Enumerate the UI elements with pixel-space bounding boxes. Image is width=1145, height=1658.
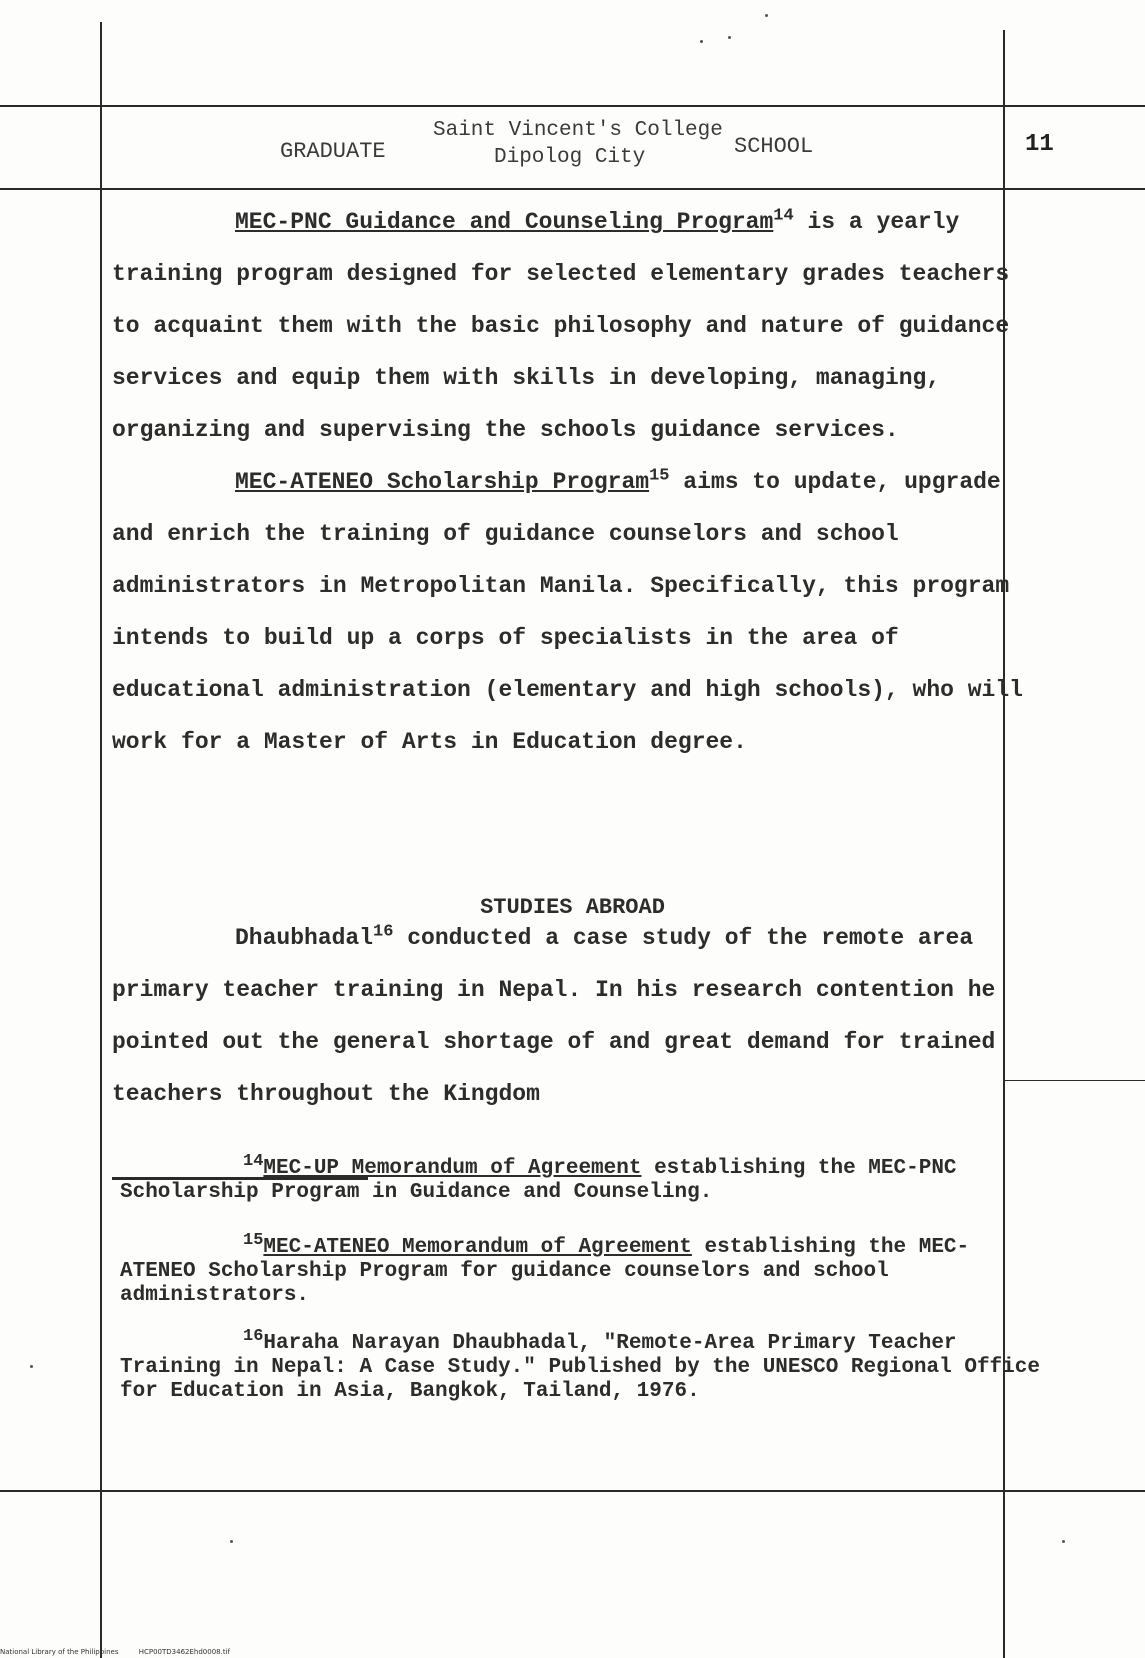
footnote-title: MEC-UP Memorandum of Agreement xyxy=(263,1157,642,1180)
header-bottom-rule xyxy=(0,188,1145,190)
header-city: Dipolog City xyxy=(494,146,646,169)
scan-speck xyxy=(1062,1540,1065,1543)
paragraph-text: aims to update, upgrade and enrich the training of guidance counselors and school administrators in Metropolitan Manila. Specifically, this program intends to build up a corps of specialists in the area of educational administration (elementary and high schools), who will work for a Master of Arts in Education degree. xyxy=(112,469,1023,755)
left-margin-rule xyxy=(100,22,102,1658)
footnote-number: 16 xyxy=(243,1327,264,1346)
bottom-rule xyxy=(0,1490,1145,1492)
footnote-number: 15 xyxy=(243,1231,264,1250)
author-name: Dhaubhadal xyxy=(235,925,374,951)
section-heading: STUDIES ABROAD xyxy=(480,895,665,920)
paragraph-dhaubhadal xyxy=(112,912,1032,1120)
header-school: SCHOOL xyxy=(734,134,814,159)
paragraph-mec-pnc xyxy=(112,196,1032,456)
program-title-mec-ateneo: MEC-ATENEO Scholarship Program xyxy=(235,469,650,495)
scan-speck xyxy=(230,1540,233,1543)
footnote-16 xyxy=(120,1327,1040,1404)
body-block-2 xyxy=(112,912,1032,1120)
paragraph-text: conducted a case study of the remote area primary teacher training in Nepal. In his research contention he pointed out the general shortage of and great demand for trained teachers throughout the Kingdom xyxy=(112,925,996,1107)
footnote-15 xyxy=(120,1231,1040,1308)
scan-footer xyxy=(0,1648,230,1656)
footnote-text: Haraha Narayan Dhaubhadal, "Remote-Area Primary Teacher Training in Nepal: A Case Study." Published by the UNESCO Regional Office for Education in Asia, Bangkok, Tailand, 1976. xyxy=(120,1332,1040,1403)
footnote-text: establishing the MEC-ATENEO Scholarship Program for guidance counselors and school administrators. xyxy=(120,1236,970,1307)
header-top-rule xyxy=(0,105,1145,107)
program-title-mec-pnc: MEC-PNC Guidance and Counseling Program xyxy=(235,209,774,235)
footer-library: National Library of the Philippines xyxy=(0,1648,119,1656)
footnote-14 xyxy=(120,1152,1040,1205)
footnote-text: establishing the MEC-PNC Scholarship Program in Guidance and Counseling. xyxy=(120,1157,957,1204)
paragraph-mec-ateneo xyxy=(112,456,1032,768)
scan-speck xyxy=(765,14,768,17)
footnote-ref-16: 16 xyxy=(373,922,394,942)
footnote-ref-14: 14 xyxy=(773,206,794,226)
scan-speck xyxy=(728,36,731,39)
page-number: 11 xyxy=(1025,131,1054,158)
scan-speck xyxy=(700,40,703,43)
paragraph-text: is a yearly training program designed for selected elementary grades teachers to acquaint them with the basic philosophy and nature of guidance services and equip them with skills in developing, managing, organizing and supervising the schools guidance services. xyxy=(112,209,1010,443)
scan-speck xyxy=(30,1365,33,1368)
header-graduate: GRADUATE xyxy=(280,139,386,164)
body-block-1 xyxy=(112,196,1032,768)
footnote-ref-15: 15 xyxy=(649,466,670,486)
footnote-title: MEC-ATENEO Memorandum of Agreement xyxy=(263,1236,692,1259)
header-college-name: Saint Vincent's College xyxy=(433,119,723,142)
footer-file-id: HCP00TD3462Ehd0008.tif xyxy=(138,1648,230,1656)
footnote-number: 14 xyxy=(243,1152,264,1171)
